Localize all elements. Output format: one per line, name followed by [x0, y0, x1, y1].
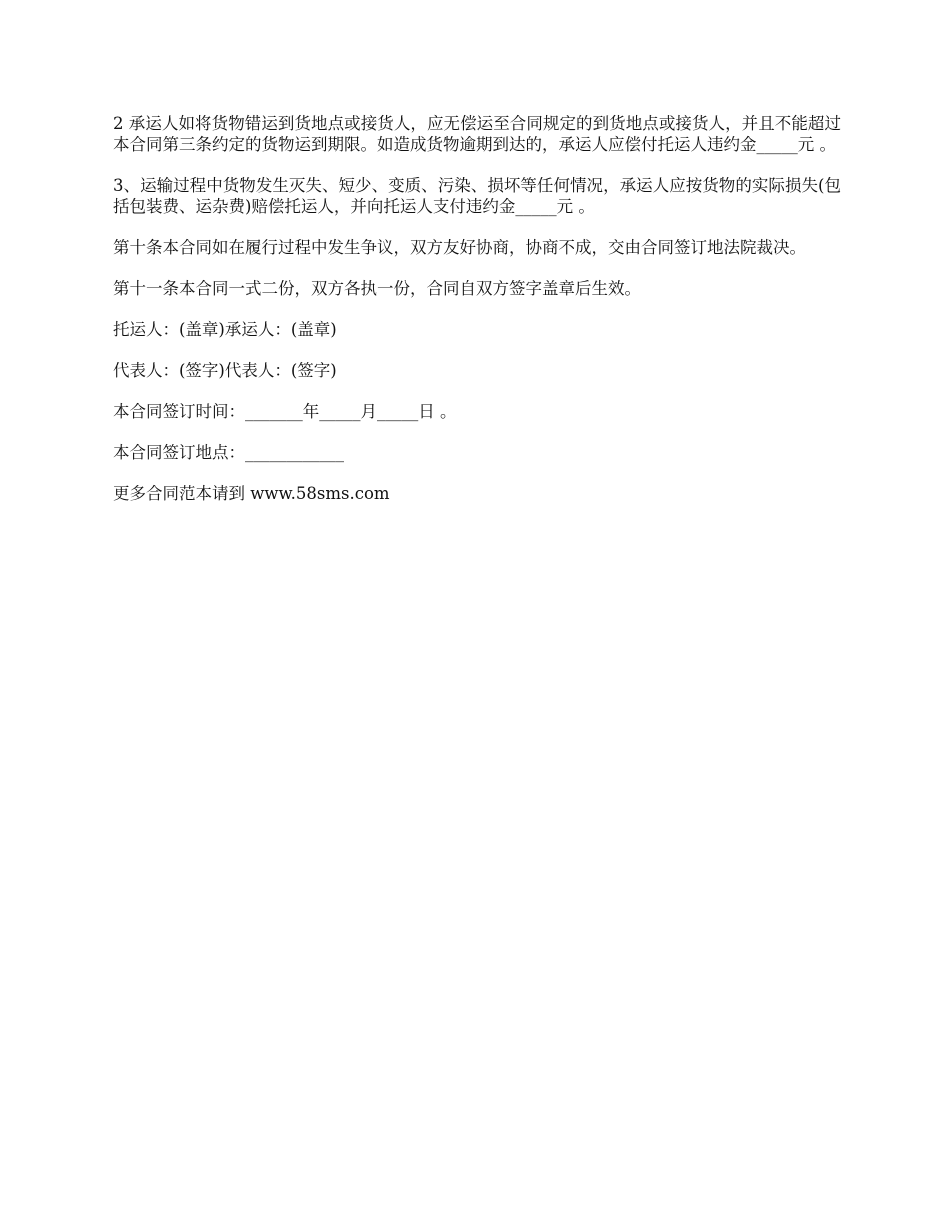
more-templates-footer-line: 更多合同范本请到 www.58sms.com	[113, 484, 390, 503]
signing-date-line: 本合同签订时间：_______年_____月_____日 。	[113, 402, 457, 421]
document-body	[113, 113, 841, 524]
clause-misdelivery-paragraph: 2 承运人如将货物错运到货地点或接货人，应无偿运至合同规定的到货地点或接货人，并且不能超过本合同第三条约定的货物运到期限。如造成货物逾期到达的，承运人应偿付托运人违约金_____元 。	[113, 114, 841, 154]
representative-signature-line: 代表人：(签字)代表人：(签字)	[113, 361, 337, 380]
article-ten-dispute-paragraph: 第十条本合同如在履行过程中发生争议，双方友好协商，协商不成，交由合同签订地法院裁决。	[113, 238, 806, 257]
signing-place-line: 本合同签订地点：____________	[113, 443, 344, 462]
seal-line: 托运人：(盖章)承运人：(盖章)	[113, 320, 337, 339]
clause-loss-damage-paragraph: 3、运输过程中货物发生灭失、短少、变质、污染、损坏等任何情况，承运人应按货物的实际损失(包括包装费、运杂费)赔偿托运人，并向托运人支付违约金_____元 。	[113, 176, 841, 216]
article-eleven-copies-paragraph: 第十一条本合同一式二份，双方各执一份，合同自双方签字盖章后生效。	[113, 279, 641, 298]
